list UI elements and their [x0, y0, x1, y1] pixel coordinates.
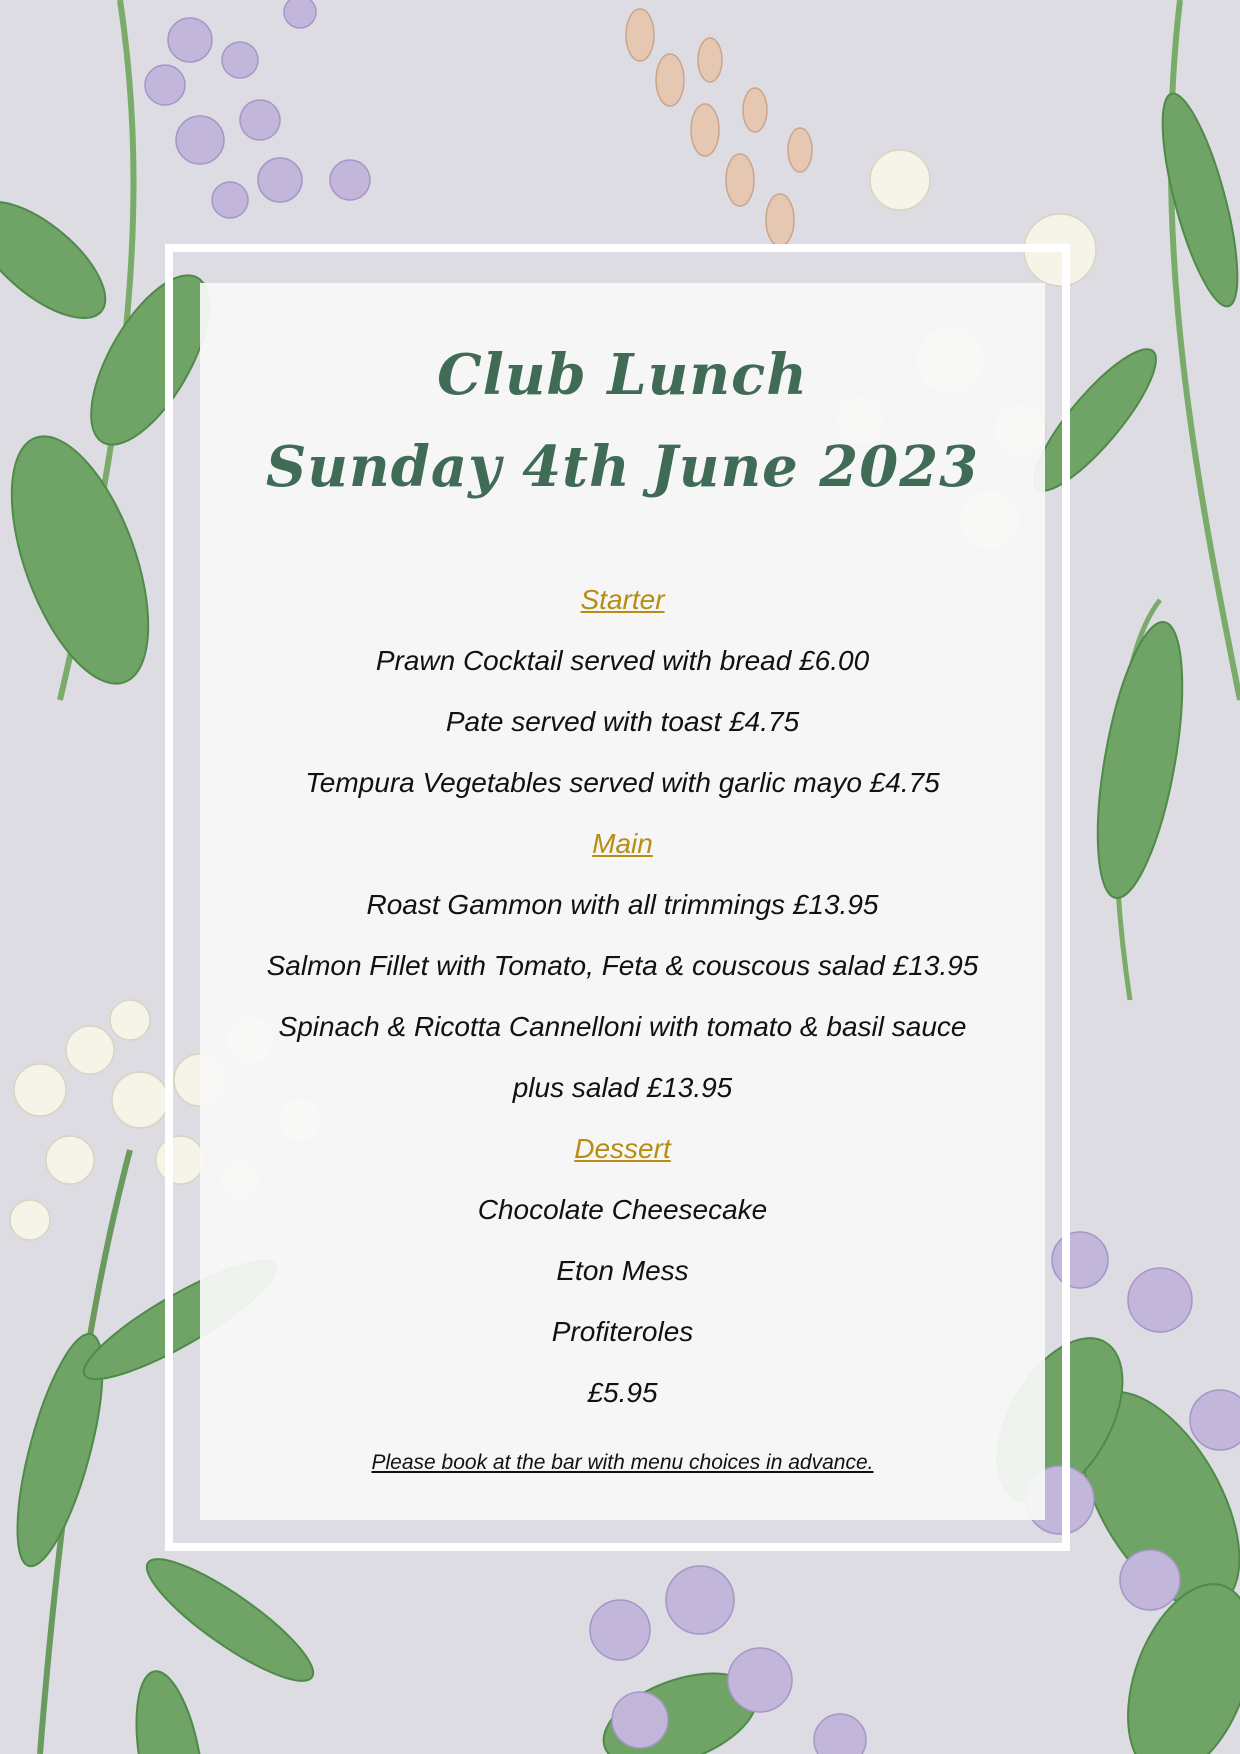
menu-title: Club Lunch: [437, 342, 808, 408]
main-item: Spinach & Ricotta Cannelloni with tomato & basil sauce: [278, 1011, 967, 1042]
menu-content: [200, 283, 1045, 1520]
main-item: Roast Gammon with all trimmings £13.95: [366, 889, 879, 920]
starter-item: Tempura Vegetables served with garlic mayo £4.75: [305, 767, 940, 798]
dessert-item: Eton Mess: [556, 1255, 689, 1286]
starter-heading: Starter: [580, 584, 665, 615]
dessert-price: £5.95: [587, 1377, 658, 1408]
starter-item: Pate served with toast £4.75: [445, 706, 800, 737]
dessert-heading: Dessert: [574, 1133, 671, 1164]
main-item: plus salad £13.95: [512, 1072, 733, 1103]
menu-date: Sunday 4th June 2023: [265, 434, 980, 500]
dessert-item: Profiteroles: [551, 1316, 694, 1347]
dessert-item: Chocolate Cheesecake: [477, 1194, 768, 1225]
flower-buds: [626, 9, 812, 246]
booking-note: Please book at the bar with menu choices in advance.: [371, 1451, 874, 1474]
main-heading: Main: [592, 828, 653, 859]
main-item: Salmon Fillet with Tomato, Feta & couscous salad £13.95: [266, 950, 979, 981]
starter-item: Prawn Cocktail served with bread £6.00: [375, 645, 870, 676]
menu-list: [200, 569, 1045, 1423]
